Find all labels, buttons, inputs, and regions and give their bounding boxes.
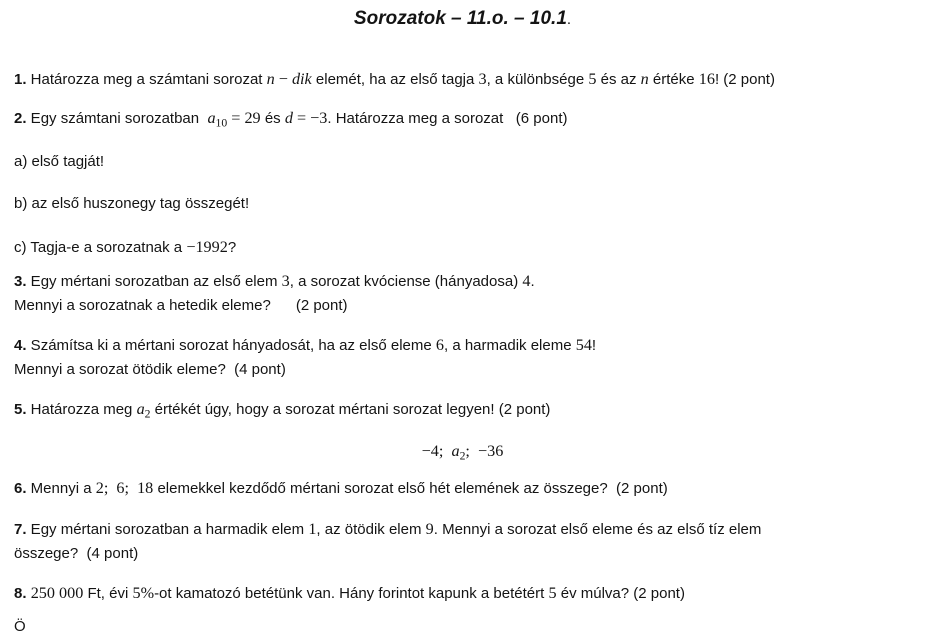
problem-7-text-line-2: összege? (4 pont) [14, 545, 139, 562]
problem-6-text: 6. Mennyi a 2; 6; 18 elemekkel kezdődő mértani sorozat első hét elemének az összege? (2 pont) [14, 479, 668, 497]
problem-3-text-line-2: Mennyi a sorozatnak a hetedik eleme? (2 pont) [14, 297, 348, 314]
problem-2-item-c: c) Tagja-e a sorozatnak a −1992? [14, 238, 237, 256]
problem-4-text-line-2: Mennyi a sorozat ötödik eleme? (4 pont) [14, 361, 286, 378]
problem-8-text: 8. 250 000 Ft, évi 5%-ot kamatozó betétünk van. Hány forintot kapunk a betétért 5 év múlva? (2 pont) [14, 584, 685, 602]
problem-1-text: 1. Határozza meg a számtani sorozat n − dik elemét, ha az első tagja 3, a különbsége 5 és az n értéke 16! (2 pont) [14, 70, 775, 88]
problem-5-text: 5. Határozza meg $a_2$ értékét úgy, hogy a sorozat mértani sorozat legyen! (2 pont) [14, 400, 551, 421]
problem-2-text: 2. Egy számtani sorozatban $a_{10} = 29$ és d = −3. Határozza meg a sorozat (6 pont) [14, 109, 568, 130]
page-title-period: . [566, 11, 572, 28]
problem-4-text-line-1: 4. Számítsa ki a mértani sorozat hányadosát, ha az első eleme 6, a harmadik eleme 54! [14, 336, 597, 354]
problem-3-text-line-1: 3. Egy mértani sorozatban az első elem 3, a sorozat kvóciense (hányadosa) 4. [14, 272, 535, 290]
problem-2-item-a: a) első tagját! [14, 153, 105, 170]
problem-5-formula: −4; $a_2$; −36 [421, 442, 504, 463]
page-title [0, 8, 925, 30]
problem-2-item-b: b) az első huszonegy tag összegét! [14, 195, 250, 212]
page-title-text: Sorozatok – 11.o. – 10.1 [353, 8, 567, 29]
cut-off-text: Ö [14, 618, 26, 635]
problem-7-text-line-1: 7. Egy mértani sorozatban a harmadik elem 1, az ötödik elem 9. Mennyi a sorozat első eleme és az első tíz elem [14, 520, 762, 538]
